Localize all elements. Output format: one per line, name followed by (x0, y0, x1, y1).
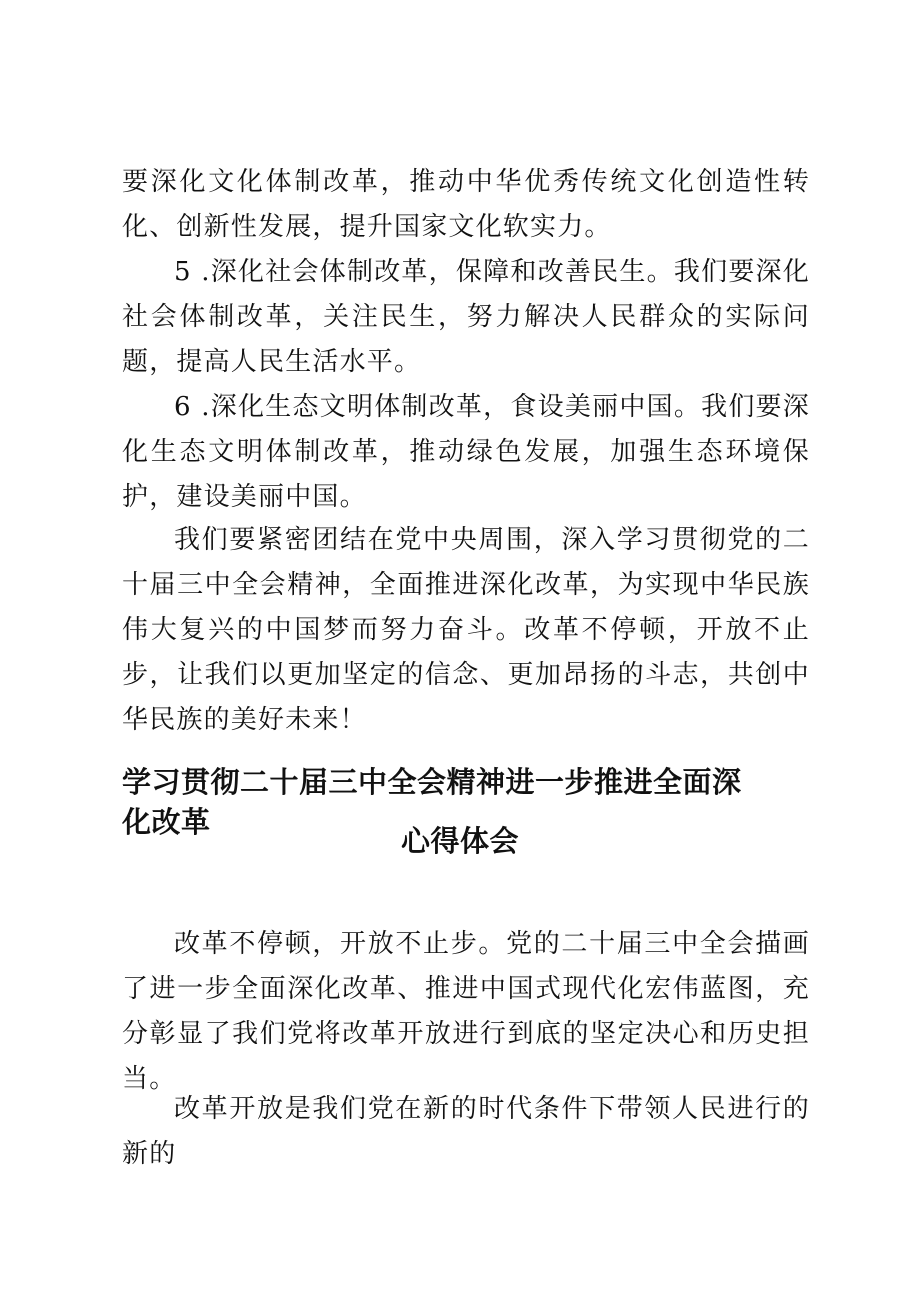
paragraph-item-5-social-reform: 5 .深化社会体制改革，保障和改善民生。我们要深化社会体制改革，关注民生，努力解决人民群众的实际问题，提高人民生活水平。 (122, 257, 810, 377)
article-title-line-2: 心得体会 (400, 824, 519, 858)
paragraph-conclusion: 我们要紧密团结在党中央周围，深入学习贯彻党的二十届三中全会精神，全面推进深化改革，为实现中华民族伟大复兴的中国梦而努力奋斗。改革不停顿，开放不止步，让我们以更加坚定的信念、更加昂扬的斗志，共创中华民族的美好未来！ (122, 525, 810, 735)
article-title-line-1: 学习贯彻二十届三中全会精神进一步推进全面深化改革 (122, 765, 742, 839)
paragraph-intro: 改革不停顿，开放不止步。党的二十届三中全会描画了进一步全面深化改革、推进中国式现代化宏伟蓝图，充分彰显了我们党将改革开放进行到底的坚定决心和历史担当。 (122, 929, 810, 1094)
paragraph-item-6-ecological-reform: 6 .深化生态文明体制改革，食设美丽中国。我们要深化生态文明体制改革，推动绿色发展，加强生态环境保护，建设美丽中国。 (122, 392, 810, 512)
paragraph-culture-reform-continuation: 要深化文化体制改革，推动中华优秀传统文化创造性转化、创新性发展，提升国家文化软实力。 (122, 167, 810, 242)
paragraph-reform-opening: 改革开放是我们党在新的时代条件下带领人民进行的新的 (122, 1094, 810, 1169)
